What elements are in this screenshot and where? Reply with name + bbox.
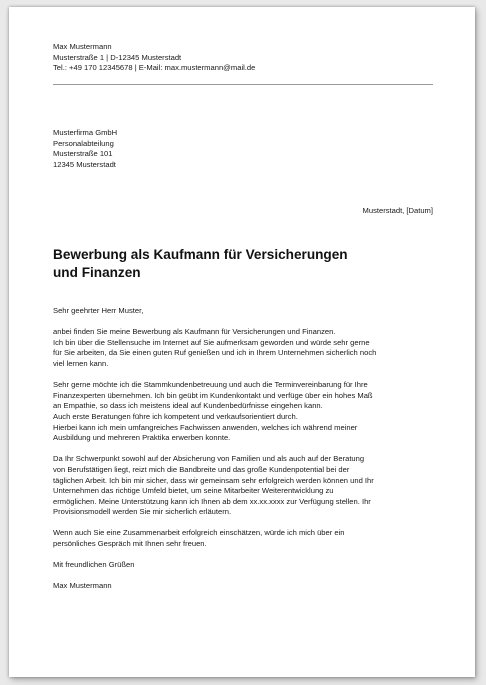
sender-address: Musterstraße 1 | D-12345 Musterstadt <box>53 52 182 62</box>
p1-line: viel lernen kann. <box>53 358 109 368</box>
p2-line: Finanzexperten übernehmen. Ich bin geübt im Kundenkontakt und verfüge über ein hohes Maß <box>53 390 373 400</box>
letter-page <box>9 7 475 677</box>
date-line: Musterstadt, [Datum] <box>362 206 433 215</box>
p2-line: an Empathie, so dass ich meistens ideal auf Kundenbedürfnisse eingehen kann. <box>53 401 323 411</box>
p1-line: Ich bin über die Stellensuche im Internet auf Sie aufmerksam geworden und würde sehr gerne <box>53 337 370 347</box>
subject-line-2: und Finanzen <box>53 265 141 280</box>
sender-contact: Tel.: +49 170 12345678 | E-Mail: max.mustermann@mail.de <box>53 63 256 73</box>
closing: Mit freundlichen Grüßen <box>53 560 135 570</box>
subject-line-1: Bewerbung als Kaufmann für Versicherungen <box>53 247 348 262</box>
p1-line: anbei finden Sie meine Bewerbung als Kaufmann für Versicherungen und Finanzen. <box>53 327 336 337</box>
p3-line: Provisionsmodell werden Sie mir sicherlich erläutern. <box>53 507 232 517</box>
letter-body <box>53 306 376 592</box>
recipient-department: Personalabteilung <box>53 138 114 148</box>
p2-line: Hierbei kann ich mein umfangreiches Fachwissen anwenden, welches ich während meiner <box>53 422 358 432</box>
p4-line: persönliches Gespräch mit Ihnen sehr freuen. <box>53 539 207 549</box>
p3-line: Da Ihr Schwerpunkt sowohl auf der Absicherung von Familien und als auch auf der Beratung <box>53 454 365 464</box>
recipient-company: Musterfirma GmbH <box>53 128 118 137</box>
letter-subject <box>53 246 453 282</box>
p2-line: Ausbildung und mehreren Praktika erwerben konnte. <box>53 433 231 443</box>
p2-line: Sehr gerne möchte ich die Stammkundenbetreuung und auch die Terminvereinbarung für Ihre <box>53 380 368 390</box>
header-divider <box>53 84 433 85</box>
sender-name: Max Mustermann <box>53 42 112 51</box>
p3-line: Unternehmen das richtige Umfeld bietet, um seine Mitarbeiter Weiterentwicklung zu <box>53 486 334 496</box>
p3-line: von Berufstätigen liegt, reizt mich die Bandbreite und das große Kundenpotential bei der <box>53 464 350 474</box>
recipient-street: Musterstraße 101 <box>53 149 113 159</box>
recipient-block <box>53 128 117 170</box>
p4-line: Wenn auch Sie eine Zusammenarbeit erfolgreich einschätzen, würde ich mich über ein <box>53 528 345 538</box>
salutation: Sehr geehrter Herr Muster, <box>53 306 144 315</box>
p3-line: täglichen Arbeit. Ich bin mir sicher, dass wir gemeinsam sehr erfolgreich werden können und Ihr <box>53 475 374 485</box>
p1-line: für Sie arbeiten, da Sie einen guten Ruf genießen und ich in Ihrem Unternehmen sicherlich noch <box>53 348 377 358</box>
signature-name: Max Mustermann <box>53 581 112 591</box>
p2-line: Auch erste Beratungen führe ich kompetent und verkaufsorientiert durch. <box>53 411 298 421</box>
sender-block <box>53 42 255 74</box>
p3-line: ermöglichen. Meine Unterstützung kann ich Ihnen ab dem xx.xx.xxxx zur Verfügung stellen. Ihr <box>53 496 371 506</box>
recipient-city: 12345 Musterstadt <box>53 159 116 169</box>
